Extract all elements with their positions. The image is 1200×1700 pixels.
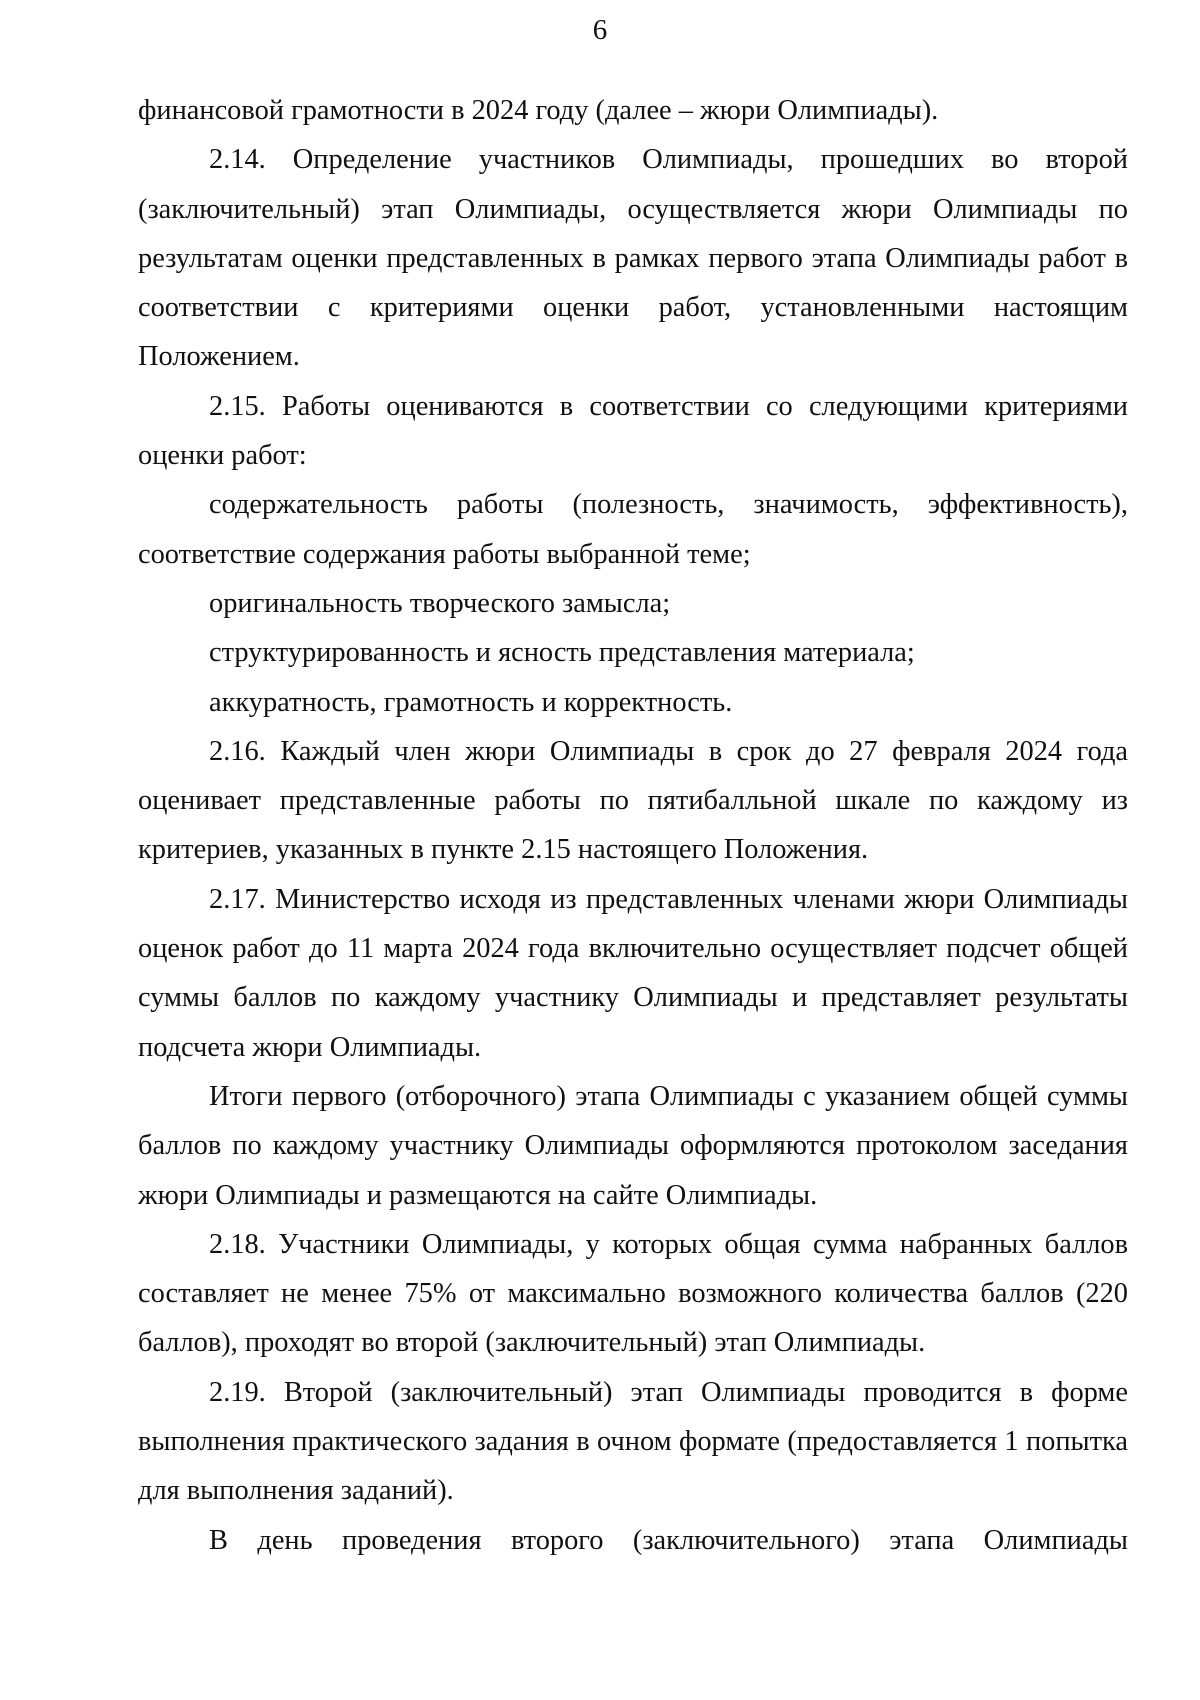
criterion-accuracy: аккуратность, грамотность и корректность.	[209, 686, 733, 718]
paragraph-final-day: В день проведения второго (заключительного) этапа Олимпиады	[209, 1524, 1128, 1556]
paragraph-2-17: 2.17. Министерство исходя из представленных членами жюри Олимпиады оценок работ до 11 марта 2024 года включительно осуществляет подсчет общей суммы баллов по каждому участнику Олимпиады и представляет результаты подсчета жюри Олимпиады.	[138, 883, 1128, 1063]
criterion-originality: оригинальность творческого замысла;	[209, 587, 671, 619]
paragraph-2-19: 2.19. Второй (заключительный) этап Олимпиады проводится в форме выполнения практического задания в очном формате (предоставляется 1 попытка для выполнения заданий).	[138, 1376, 1128, 1507]
page-number: 6	[592, 14, 608, 46]
criterion-structure: структурированность и ясность представления материала;	[209, 637, 915, 669]
criterion-content: содержательность работы (полезность, значимость, эффективность), соответствие содержания работы выбранной теме;	[138, 489, 1128, 570]
document-body	[138, 86, 1128, 1565]
paragraph-2-15: 2.15. Работы оцениваются в соответствии со следующими критериями оценки работ:	[138, 390, 1128, 472]
paragraph-2-14: 2.14. Определение участников Олимпиады, прошедших во второй (заключительный) этап Олимпиады, осуществляется жюри Олимпиады по результатам оценки представленных в рамках первого этапа Олимпиады работ в соответствии с критериями оценки работ, установленными настоящим Положением.	[138, 144, 1128, 373]
paragraph-continuation: финансовой грамотности в 2024 году (далее – жюри Олимпиады).	[138, 95, 939, 126]
paragraph-2-16: 2.16. Каждый член жюри Олимпиады в срок до 27 февраля 2024 года оценивает представленные работы по пятибалльной шкале по каждому из критериев, указанных в пункте 2.15 настоящего Положения.	[138, 735, 1128, 866]
paragraph-2-18: 2.18. Участники Олимпиады, у которых общая сумма набранных баллов составляет не менее 75% от максимально возможного количества баллов (220 баллов), проходят во второй (заключительный) этап Олимпиады.	[138, 1228, 1128, 1359]
paragraph-results: Итоги первого (отборочного) этапа Олимпиады с указанием общей суммы баллов по каждому участнику Олимпиады оформляются протоколом заседания жюри Олимпиады и размещаются на сайте Олимпиады.	[138, 1080, 1128, 1211]
